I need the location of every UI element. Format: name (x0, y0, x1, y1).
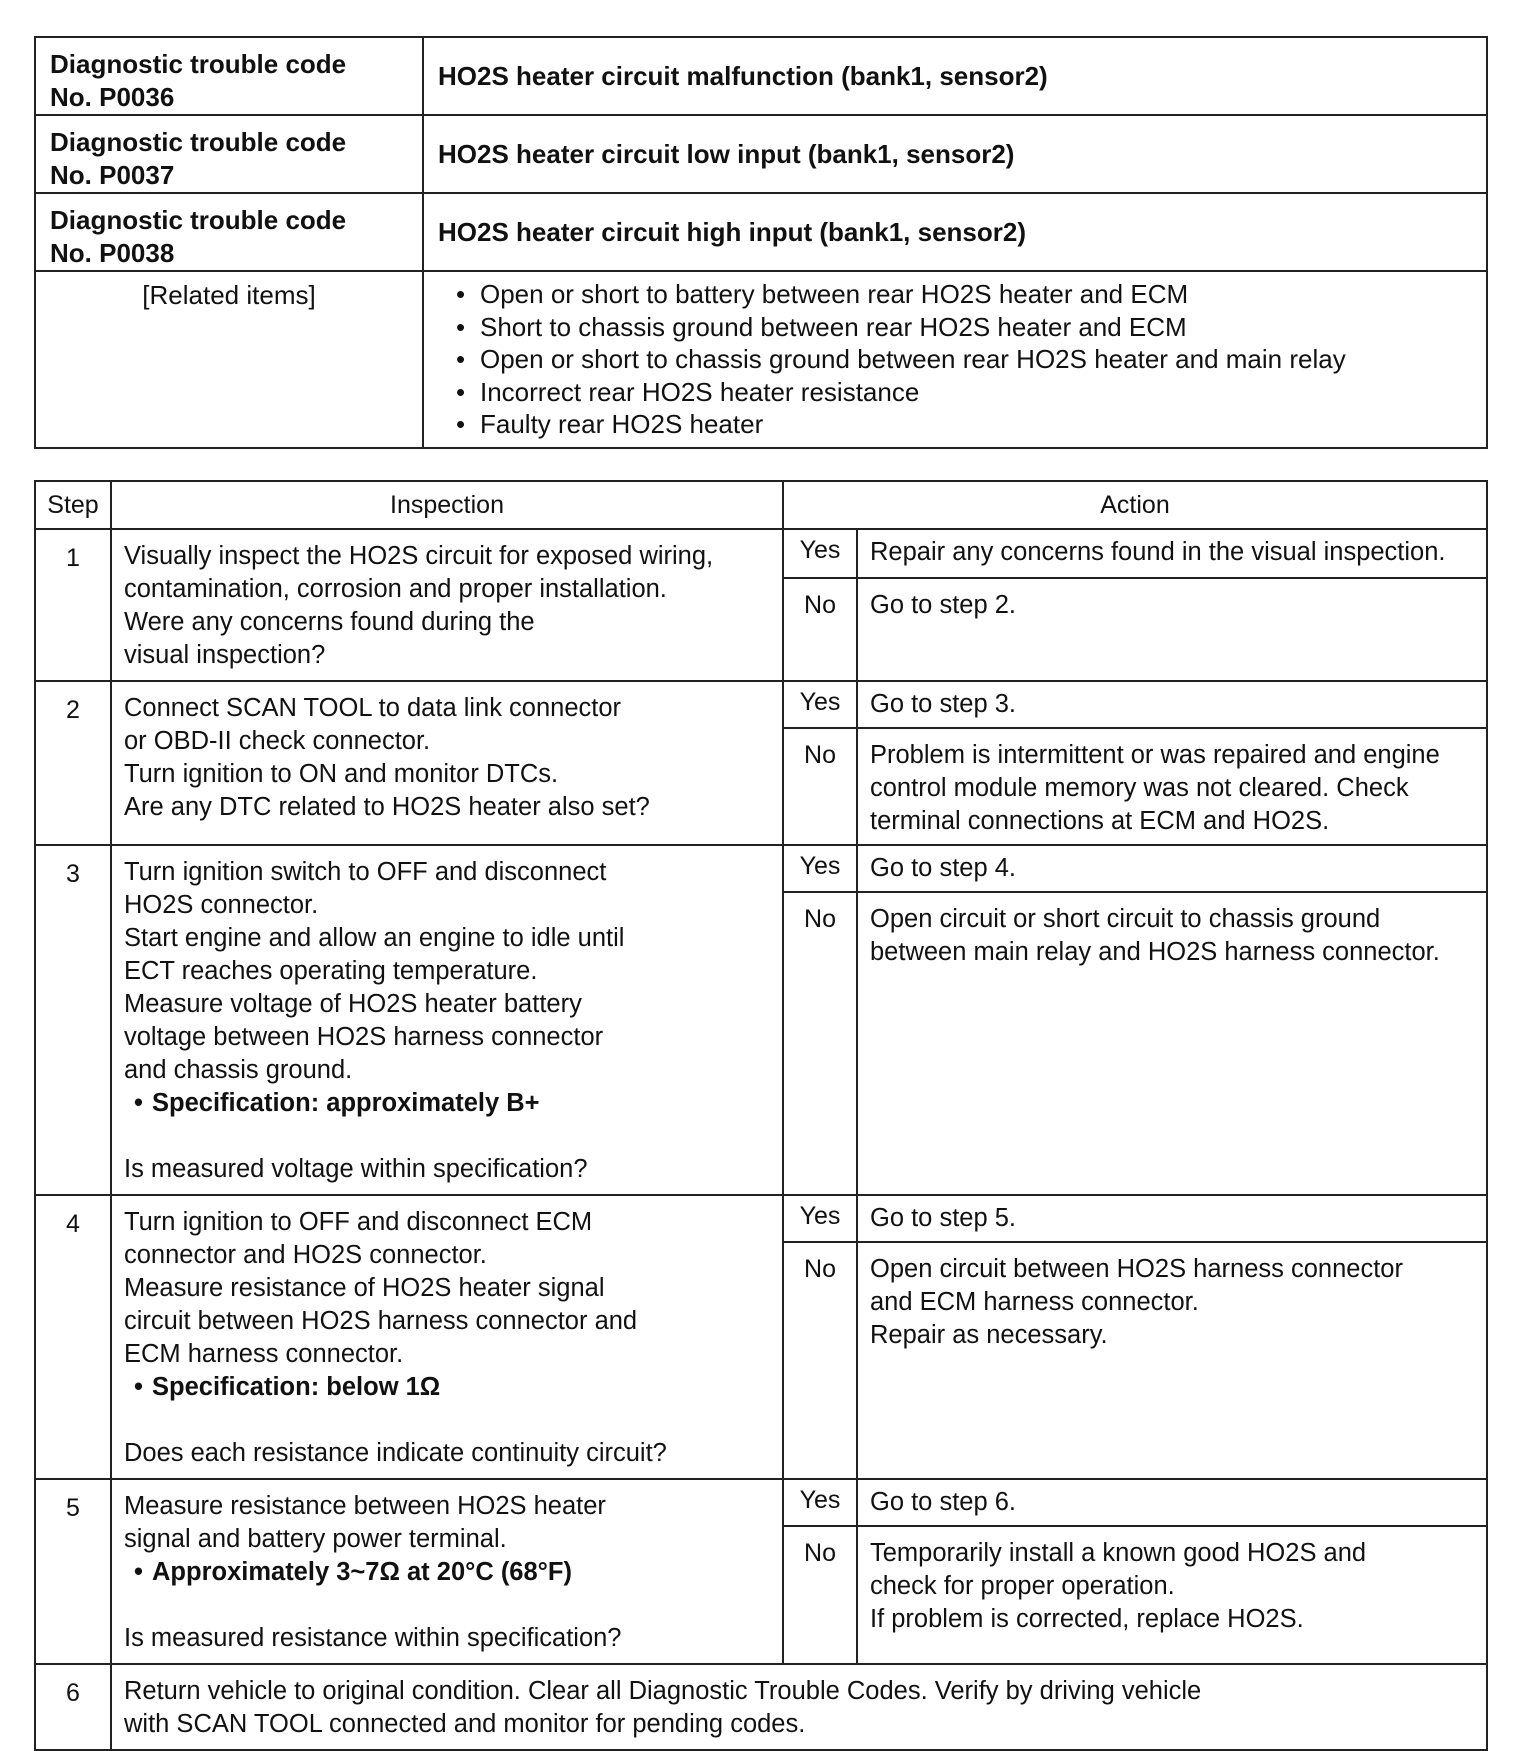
steps-header-row (35, 481, 1487, 529)
inspection-line: voltage between HO2S harness connector (124, 1023, 604, 1051)
action-line: Go to step 3. (870, 690, 1017, 718)
dtc-row (35, 115, 1487, 193)
list-item: • Short to chassis ground between rear HO2S heater and ECM (480, 311, 1486, 344)
inspection-line: visual inspection? (124, 641, 326, 669)
no-action (857, 578, 1487, 681)
specification: • Specification: below 1Ω (124, 1371, 772, 1404)
dtc-label-line: Diagnostic trouble code (50, 127, 347, 157)
no-label: No (783, 1242, 857, 1479)
dtc-description: HO2S heater circuit malfunction (bank1, sensor2) (423, 37, 1487, 115)
action-line: Temporarily install a known good HO2S and (870, 1539, 1367, 1567)
step-row (35, 529, 1487, 578)
related-items-label: [Related items] (35, 271, 423, 448)
action-line: and ECM harness connector. (870, 1288, 1199, 1316)
yes-label: Yes (783, 681, 857, 728)
dtc-row (35, 37, 1487, 115)
action-line: check for proper operation. (870, 1572, 1175, 1600)
no-label: No (783, 892, 857, 1195)
step-row (35, 1195, 1487, 1242)
action-line: Go to step 5. (870, 1204, 1017, 1232)
no-action (857, 1526, 1487, 1664)
inspection-line: contamination, corrosion and proper installation. (124, 575, 667, 603)
related-items-row (35, 271, 1487, 448)
inspection-line: connector and HO2S connector. (124, 1241, 487, 1269)
action-line: Open circuit between HO2S harness connector (870, 1255, 1403, 1283)
step-number: 3 (35, 845, 111, 1195)
action-line: Go to step 6. (870, 1488, 1017, 1516)
related-items-cell (423, 271, 1487, 448)
step-number: 6 (35, 1664, 111, 1750)
step-number: 4 (35, 1195, 111, 1479)
header-step: Step (35, 481, 111, 529)
dtc-table (34, 36, 1488, 449)
yes-action (857, 529, 1487, 578)
step-row (35, 1479, 1487, 1526)
step-inspection (111, 1195, 783, 1479)
inspection-line: Measure resistance between HO2S heater (124, 1492, 606, 1520)
inspection-line: Visually inspect the HO2S circuit for exposed wiring, (124, 542, 714, 570)
no-label: No (783, 578, 857, 681)
yes-label: Yes (783, 1195, 857, 1242)
inspection-line: Turn ignition to ON and monitor DTCs. (124, 760, 559, 788)
specification: • Approximately 3~7Ω at 20°C (68°F) (124, 1556, 772, 1589)
step-number: 1 (35, 529, 111, 681)
inspection-question: Is measured voltage within specification? (124, 1155, 588, 1183)
action-line: If problem is corrected, replace HO2S. (870, 1605, 1304, 1633)
step-row (35, 681, 1487, 728)
inspection-line: ECT reaches operating temperature. (124, 957, 538, 985)
dtc-code-label (35, 37, 423, 115)
yes-action (857, 845, 1487, 892)
header-inspection: Inspection (111, 481, 783, 529)
final-step-text (111, 1664, 1487, 1750)
no-label: No (783, 1526, 857, 1664)
inspection-line: Are any DTC related to HO2S heater also set? (124, 793, 650, 821)
yes-label: Yes (783, 845, 857, 892)
step-inspection (111, 529, 783, 681)
dtc-code-number: No. P0038 (50, 238, 175, 268)
inspection-line: Turn ignition to OFF and disconnect ECM (124, 1208, 593, 1236)
action-line: Go to step 2. (870, 591, 1017, 620)
action-line: terminal connections at ECM and HO2S. (870, 807, 1330, 835)
inspection-line: and chassis ground. (124, 1056, 353, 1084)
inspection-line: Start engine and allow an engine to idle until (124, 924, 625, 952)
final-step-line: Return vehicle to original condition. Clear all Diagnostic Trouble Codes. Verify by driving vehicle (124, 1677, 1202, 1705)
yes-action (857, 1195, 1487, 1242)
inspection-line: Were any concerns found during the (124, 608, 535, 636)
inspection-line: or OBD-II check connector. (124, 727, 431, 755)
step-number: 5 (35, 1479, 111, 1664)
dtc-description: HO2S heater circuit high input (bank1, sensor2) (423, 193, 1487, 271)
step-inspection (111, 845, 783, 1195)
header-action: Action (783, 481, 1487, 529)
dtc-row (35, 193, 1487, 271)
related-items-list (460, 278, 1486, 441)
dtc-code-number: No. P0036 (50, 82, 175, 112)
list-item: • Incorrect rear HO2S heater resistance (480, 376, 1486, 409)
inspection-line: signal and battery power terminal. (124, 1525, 507, 1553)
dtc-description: HO2S heater circuit low input (bank1, sensor2) (423, 115, 1487, 193)
step-number: 2 (35, 681, 111, 845)
no-action (857, 1242, 1487, 1479)
action-line: Problem is intermittent or was repaired and engine (870, 741, 1440, 769)
no-action (857, 892, 1487, 1195)
action-line: Open circuit or short circuit to chassis ground (870, 905, 1381, 933)
inspection-line: Turn ignition switch to OFF and disconnect (124, 858, 607, 886)
inspection-line: ECM harness connector. (124, 1340, 404, 1368)
action-line: Go to step 4. (870, 854, 1017, 882)
dtc-code-number: No. P0037 (50, 160, 175, 190)
final-step-line: with SCAN TOOL connected and monitor for pending codes. (124, 1710, 806, 1738)
yes-action (857, 1479, 1487, 1526)
no-label: No (783, 728, 857, 845)
action-line: Repair as necessary. (870, 1321, 1108, 1349)
action-line: control module memory was not cleared. Check (870, 774, 1409, 802)
no-action (857, 728, 1487, 845)
specification: • Specification: approximately B+ (124, 1087, 772, 1120)
dtc-code-label (35, 115, 423, 193)
list-item: • Faulty rear HO2S heater (480, 408, 1486, 441)
list-item: • Open or short to battery between rear HO2S heater and ECM (480, 278, 1486, 311)
yes-label: Yes (783, 1479, 857, 1526)
dtc-label-line: Diagnostic trouble code (50, 205, 347, 235)
inspection-line: HO2S connector. (124, 891, 319, 919)
action-line: between main relay and HO2S harness connector. (870, 938, 1440, 966)
action-line: Repair any concerns found in the visual inspection. (870, 538, 1446, 566)
inspection-line: Measure resistance of HO2S heater signal (124, 1274, 605, 1302)
dtc-label-line: Diagnostic trouble code (50, 49, 347, 79)
list-item: • Open or short to chassis ground between rear HO2S heater and main relay (480, 343, 1486, 376)
inspection-question: Does each resistance indicate continuity circuit? (124, 1439, 667, 1467)
steps-table (34, 480, 1488, 1751)
step-inspection (111, 681, 783, 845)
inspection-line: Measure voltage of HO2S heater battery (124, 990, 582, 1018)
step-inspection (111, 1479, 783, 1664)
step-row (35, 1664, 1487, 1750)
inspection-question: Is measured resistance within specification? (124, 1624, 622, 1652)
dtc-code-label (35, 193, 423, 271)
step-row (35, 845, 1487, 892)
inspection-line: circuit between HO2S harness connector and (124, 1307, 638, 1335)
yes-label: Yes (783, 529, 857, 578)
inspection-line: Connect SCAN TOOL to data link connector (124, 694, 622, 722)
yes-action (857, 681, 1487, 728)
